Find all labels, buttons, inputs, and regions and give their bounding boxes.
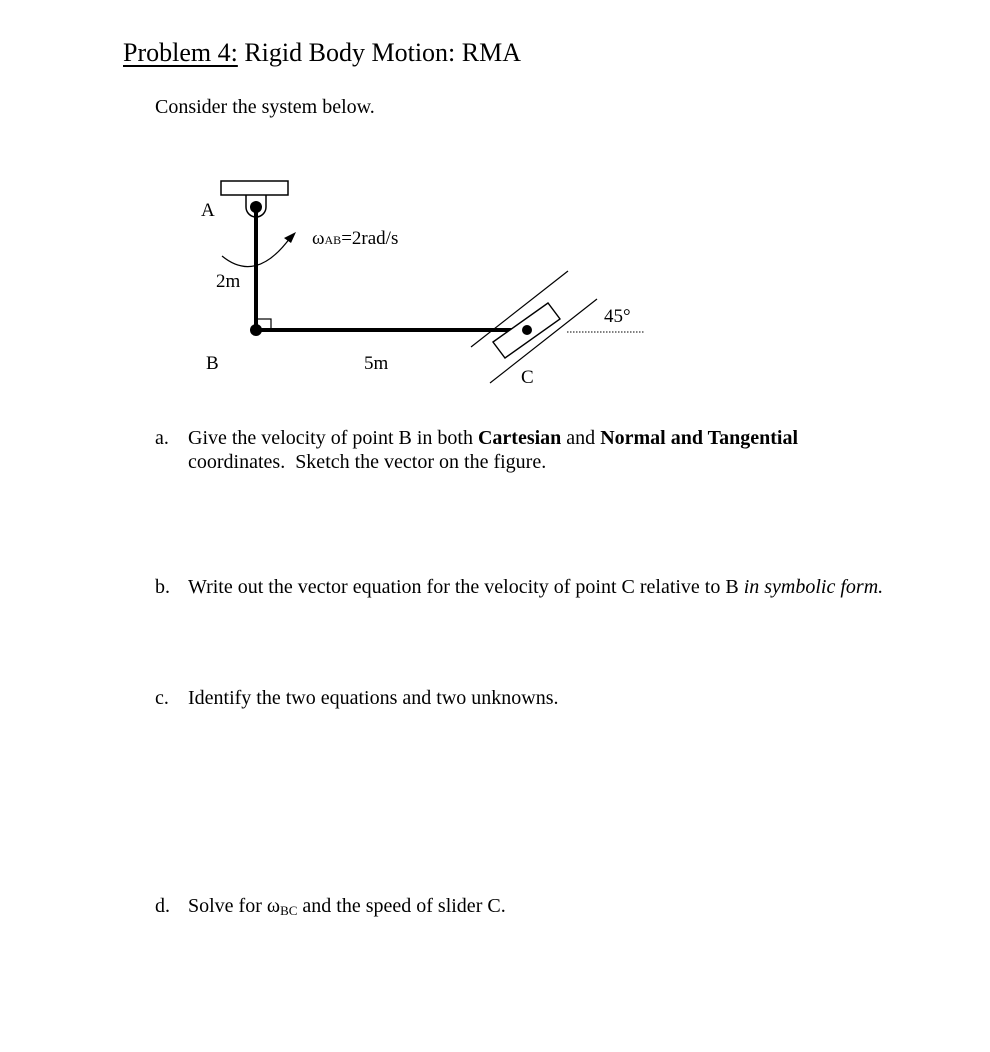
pin-c — [522, 325, 532, 335]
length-bc-label: 5m — [364, 353, 389, 374]
question-a-label: a. — [155, 427, 169, 449]
question-c-label: c. — [155, 687, 169, 709]
label-a: A — [201, 200, 215, 221]
joint-b — [250, 324, 262, 336]
omega-value: =2rad/s — [341, 228, 399, 249]
length-ab-label: 2m — [216, 271, 241, 292]
omega-arrowhead — [284, 232, 296, 243]
question-c-text: Identify the two equations and two unknowns. — [188, 687, 559, 709]
question-b-text: Write out the vector equation for the velocity of point C relative to B in symbolic form. — [188, 576, 884, 598]
omega-symbol: ω — [312, 228, 325, 249]
problem-number: Problem 4: — [123, 38, 238, 67]
question-b-label: b. — [155, 576, 170, 598]
question-d-label: d. — [155, 895, 170, 917]
mechanism-figure — [0, 0, 990, 400]
pin-a — [250, 201, 262, 213]
label-b: B — [206, 353, 219, 374]
label-c: C — [521, 367, 534, 388]
omega-subscript: AB — [324, 233, 342, 247]
question-d — [155, 894, 895, 920]
question-a-text: Give the velocity of point B in both Cartesian and Normal and Tangential coordinates. Sketch the vector on the figure. — [188, 427, 804, 473]
problem-topic: Rigid Body Motion: RMA — [237, 38, 521, 67]
ceiling-support — [221, 181, 288, 195]
question-c — [155, 686, 895, 710]
omega-ab-label — [312, 228, 398, 249]
question-a — [155, 426, 895, 474]
question-b — [155, 575, 895, 599]
angle-label: 45° — [604, 306, 631, 327]
question-d-text: Solve for ωBC and the speed of slider C. — [188, 895, 506, 918]
intro-text: Consider the system below. — [155, 96, 375, 118]
